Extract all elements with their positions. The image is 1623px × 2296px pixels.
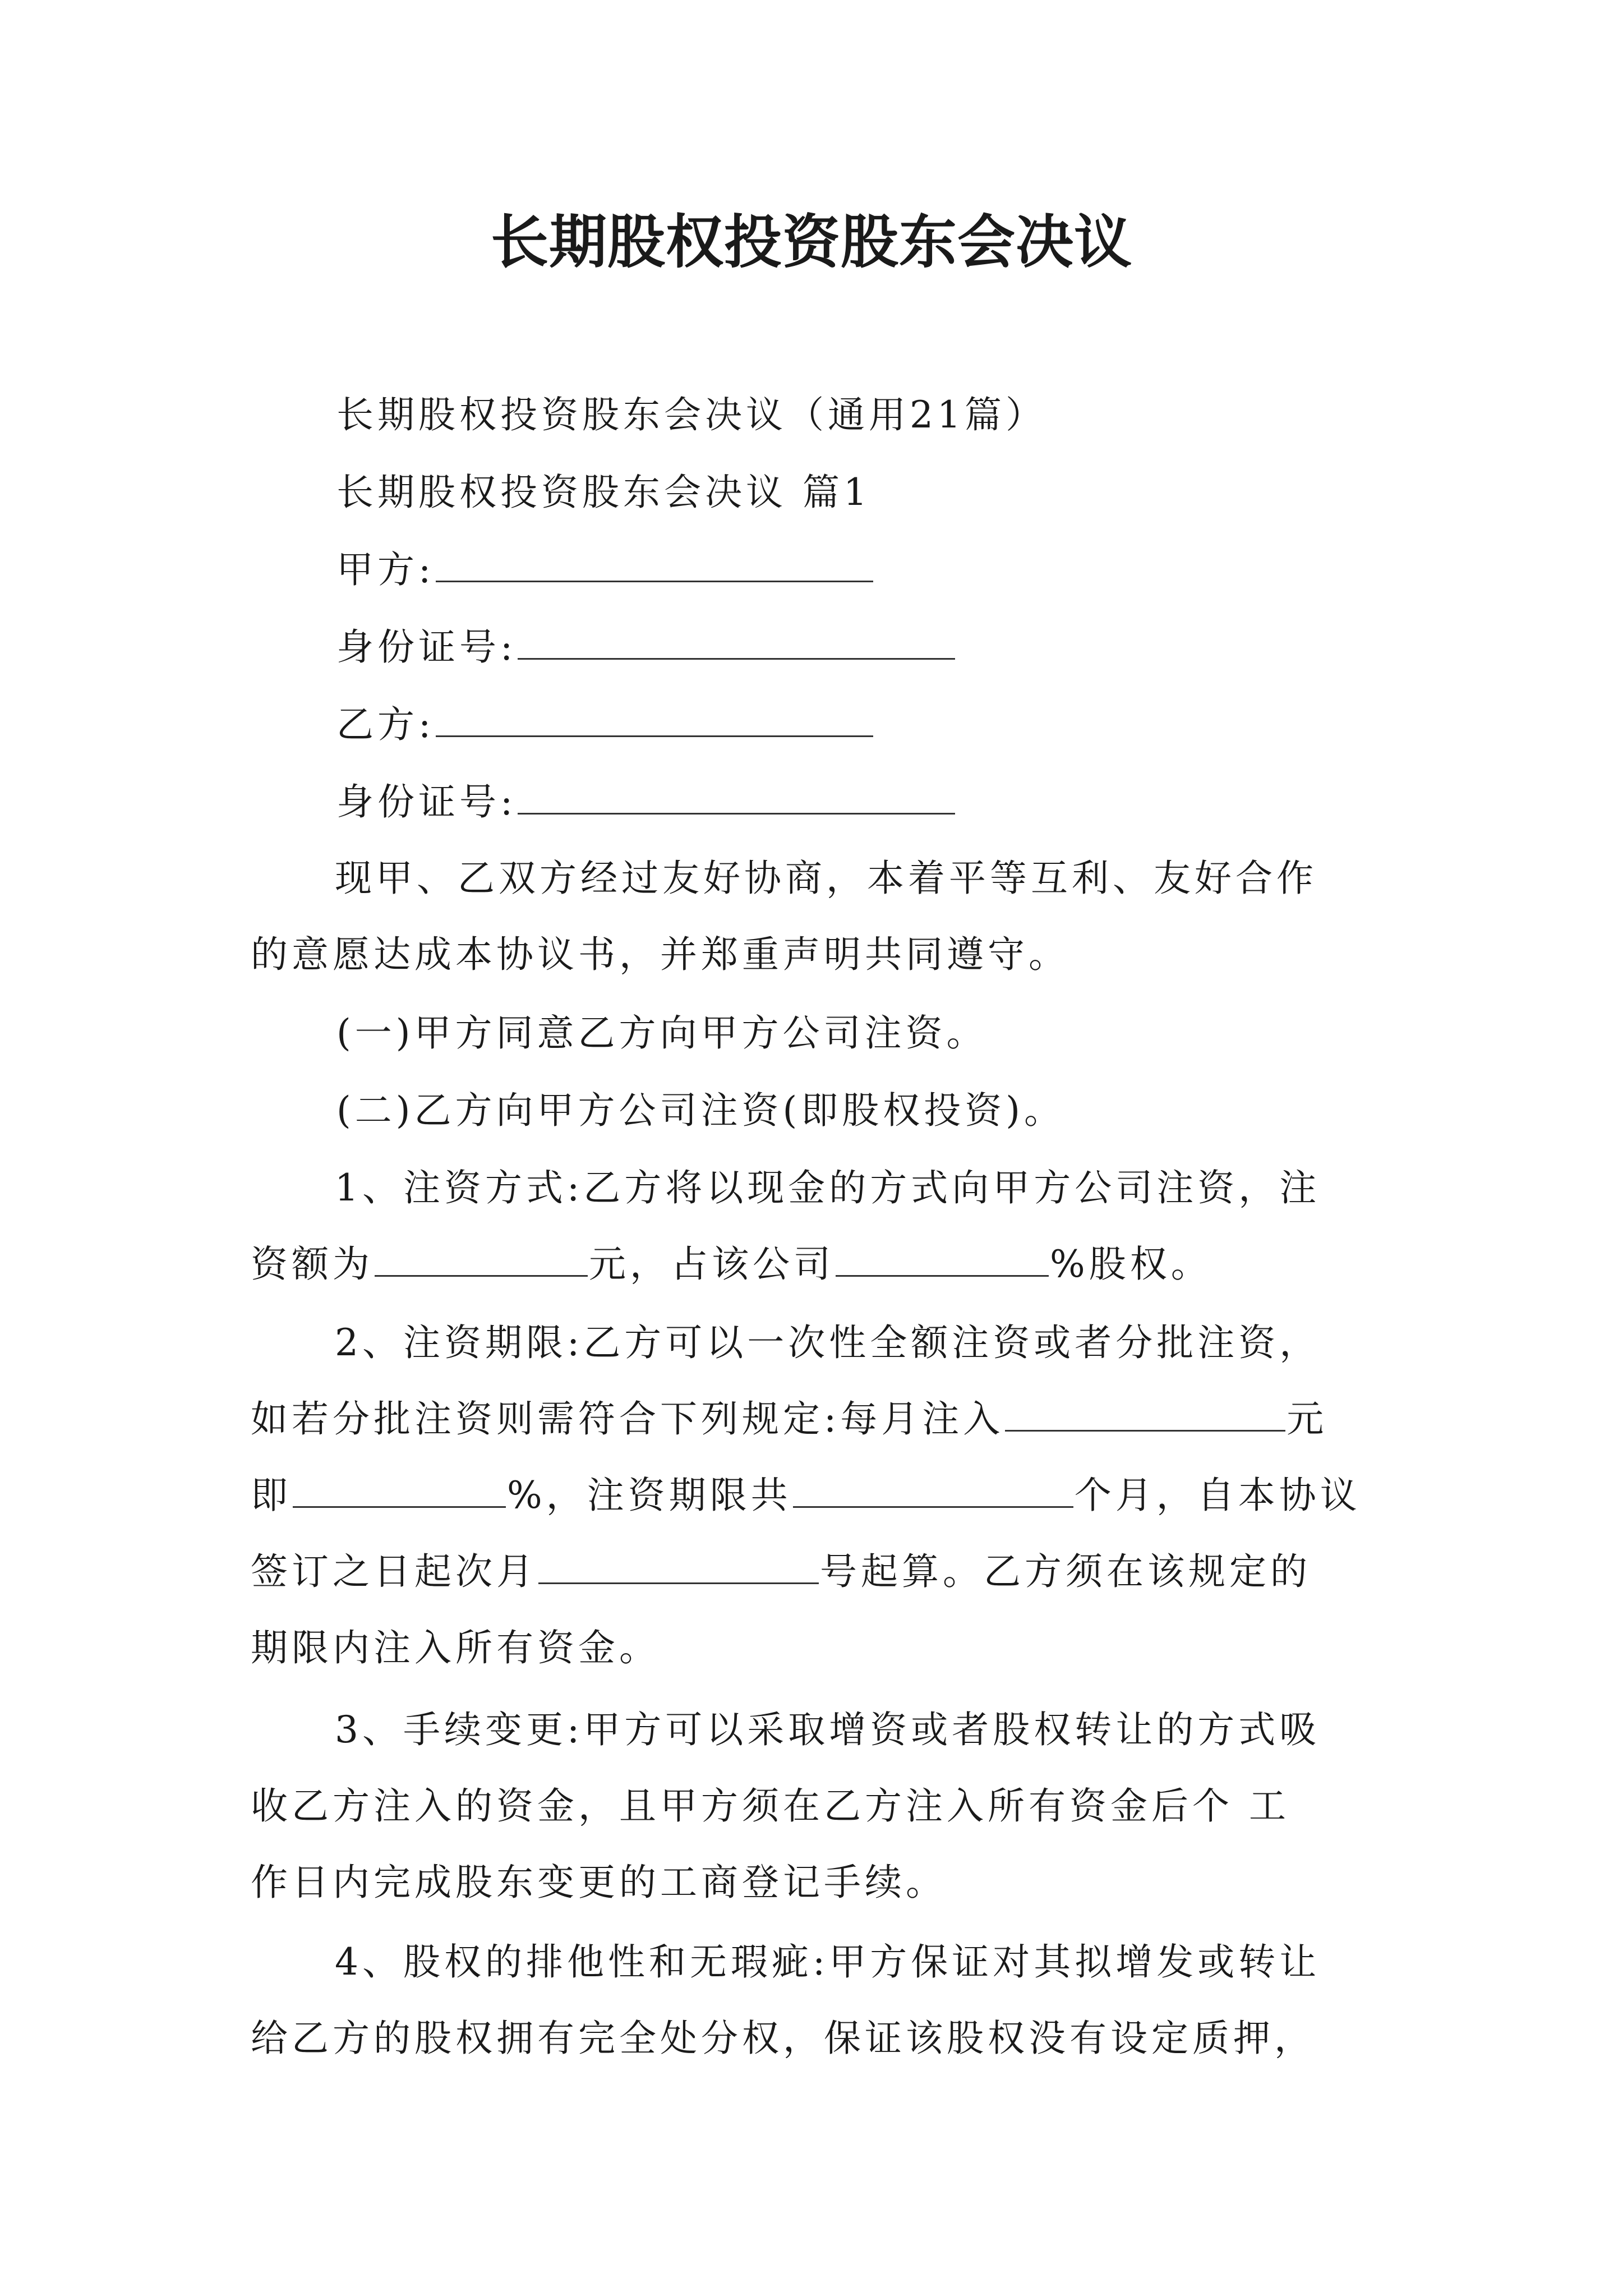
document-subtitle: 长期股权投资股东会决议（通用21篇） bbox=[336, 393, 1046, 436]
p2-text-e: 个月，自本协议 bbox=[1074, 1474, 1361, 1517]
party-b-blank bbox=[436, 702, 873, 737]
p3-line-3: 作日内完成股东变更的工商登记手续。 bbox=[251, 1861, 947, 1904]
p1-text-c: %股权。 bbox=[1050, 1243, 1212, 1286]
p2-monthly-blank bbox=[1005, 1396, 1285, 1432]
section-heading: 长期股权投资股东会决议 篇1 bbox=[336, 471, 871, 514]
p4-line-1: 4、股权的排他性和无瑕疵:甲方保证对其拟增发或转让 bbox=[335, 1940, 1321, 1984]
id-a-field bbox=[336, 609, 956, 685]
p4-line-2: 给乙方的股权拥有完全处分权，保证该股权没有设定质押， bbox=[251, 2017, 1315, 2060]
p2-text-g: 号起算。乙方须在该规定的 bbox=[820, 1550, 1311, 1593]
paragraph-4 bbox=[251, 1924, 1378, 2077]
party-b-field bbox=[336, 687, 874, 763]
id-a-blank bbox=[518, 624, 955, 660]
party-b-label: 乙方: bbox=[336, 703, 435, 746]
p1-line-1: 1、注资方式:乙方将以现金的方式向甲方公司注资，注 bbox=[335, 1166, 1321, 1209]
document-title: 长期股权投资股东会决议 bbox=[491, 208, 1132, 276]
p3-line-1: 3、手续变更:甲方可以采取增资或者股权转让的方式吸 bbox=[335, 1708, 1321, 1751]
intro-line-1: 现甲、乙双方经过友好协商，本着平等互利、友好合作 bbox=[335, 857, 1317, 900]
p2-line-1: 2、注资期限:乙方可以一次性全额注资或者分批注资， bbox=[335, 1321, 1321, 1364]
p2-months-blank bbox=[793, 1473, 1073, 1508]
p2-text-d: %，注资期限共 bbox=[507, 1474, 792, 1517]
p2-day-blank bbox=[538, 1549, 819, 1584]
p1-line-2 bbox=[251, 1226, 1378, 1303]
p2-text-c: 即 bbox=[251, 1474, 292, 1517]
id-b-label: 身份证号: bbox=[336, 780, 517, 823]
paragraph-2 bbox=[251, 1305, 1378, 1686]
p3-line-2: 收乙方注入的资金，且甲方须在乙方注入所有资金后个 工 bbox=[251, 1784, 1290, 1828]
paragraph-1 bbox=[251, 1150, 1378, 1303]
p2-line-2 bbox=[251, 1381, 1378, 1457]
p2-percent-blank bbox=[293, 1473, 506, 1508]
p1-amount-blank bbox=[375, 1241, 588, 1277]
party-a-field bbox=[336, 532, 874, 608]
p1-text-b: 元，占该公司 bbox=[589, 1243, 834, 1286]
p1-percent-blank bbox=[836, 1241, 1049, 1277]
p2-line-3 bbox=[251, 1457, 1378, 1534]
p2-text-b: 元 bbox=[1287, 1397, 1328, 1441]
id-b-field bbox=[336, 764, 956, 840]
paragraph-3 bbox=[251, 1692, 1378, 1921]
p2-text-a: 如若分批注资则需符合下列规定:每月注入 bbox=[251, 1397, 1004, 1441]
clause-two: (二)乙方向甲方公司注资(即股权投资)。 bbox=[336, 1089, 1065, 1132]
party-a-blank bbox=[436, 547, 873, 582]
p1-text-a: 资额为 bbox=[251, 1243, 374, 1286]
id-a-label: 身份证号: bbox=[336, 625, 517, 669]
p2-line-5: 期限内注入所有资金。 bbox=[251, 1626, 660, 1669]
intro-paragraph bbox=[251, 840, 1378, 993]
party-a-label: 甲方: bbox=[336, 548, 435, 591]
p2-text-f: 签订之日起次月 bbox=[251, 1550, 537, 1593]
p2-line-4 bbox=[251, 1534, 1378, 1610]
intro-line-2: 的意愿达成本协议书，并郑重声明共同遵守。 bbox=[251, 933, 1069, 976]
id-b-blank bbox=[518, 779, 955, 815]
clause-one: (一)甲方同意乙方向甲方公司注资。 bbox=[336, 1011, 988, 1055]
